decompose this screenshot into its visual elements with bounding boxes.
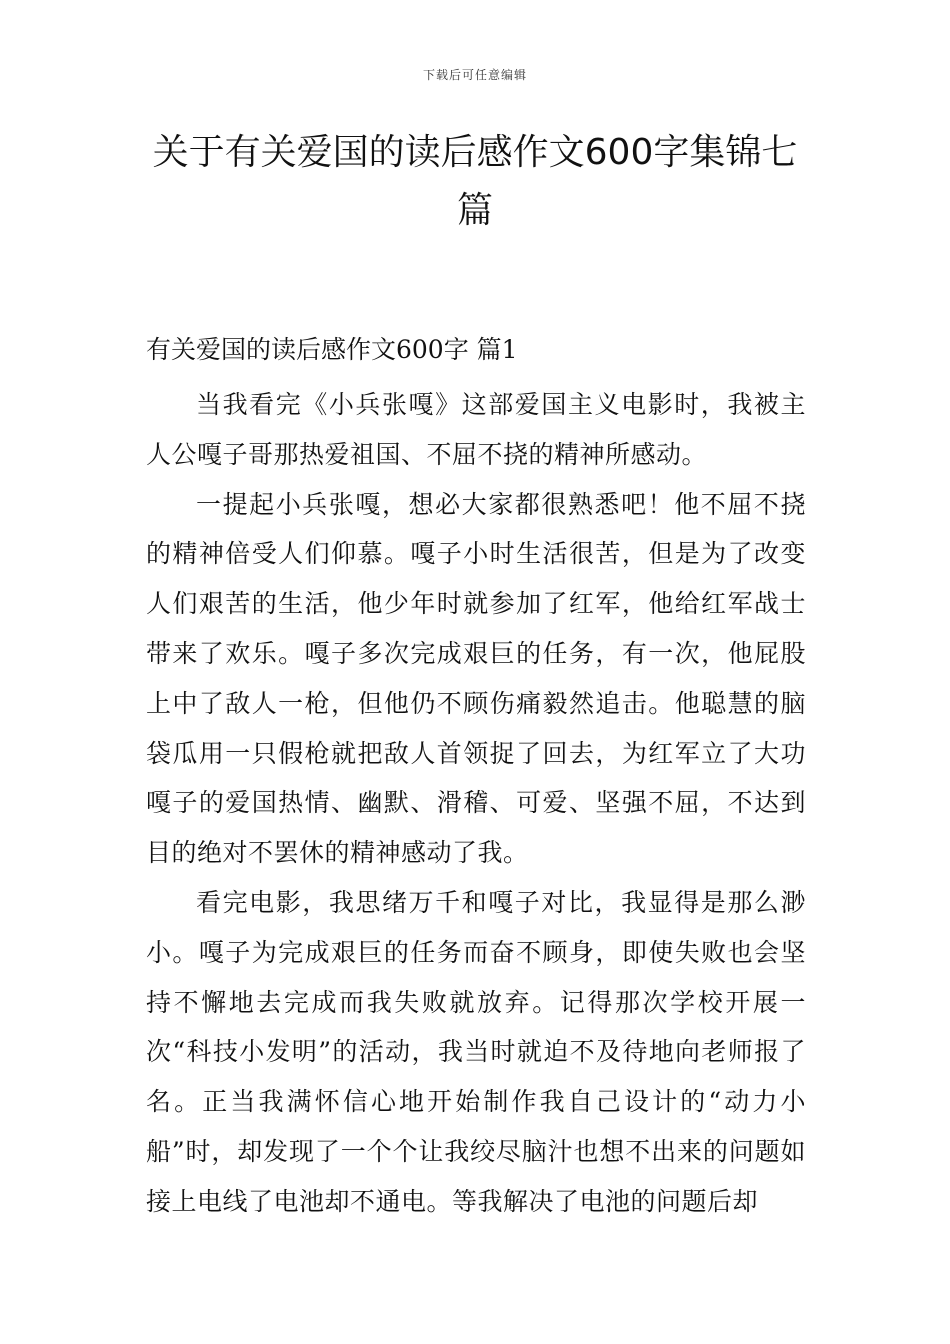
paragraph-2: 一提起小兵张嘎，想必大家都很熟悉吧！他不屈不挠的精神倍受人们仰慕。嘎子小时生活很苦，但是为了改变人们艰苦的生活，他少年时就参加了红军，他给红军战士带来了欢乐。嘎子多次完成艰巨的任务，有一次，他屁股上中了敌人一枪，但他仍不顾伤痛毅然追击。他聪慧的脑袋瓜用一只假枪就把敌人首领捉了回去，为红军立了大功嘎子的爱国热情、幽默、滑稽、可爱、坚强不屈，不达到目的绝对不罢休的精神感动了我。 — [146, 489, 806, 868]
header-note: 下载后可任意编辑 — [422, 68, 527, 82]
section-heading: 有关爱国的读后感作文600字 篇1 — [146, 335, 518, 364]
body-text — [146, 380, 806, 1227]
paragraph-1: 当我看完《小兵张嘎》这部爱国主义电影时，我被主人公嘎子哥那热爱祖国、不屈不挠的精神所感动。 — [146, 390, 806, 469]
document-title: 关于有关爱国的读后感作文600字集锦七篇 — [152, 132, 798, 231]
paragraph-3: 看完电影，我思绪万千和嘎子对比，我显得是那么渺小。嘎子为完成艰巨的任务而奋不顾身，即使失败也会坚持不懈地去完成而我失败就放弃。记得那次学校开展一次“科技小发明”的活动，我当时就迫不及待地向老师报了名。正当我满怀信心地开始制作我自己设计的“动力小船”时，却发现了一个个让我绞尽脑汁也想不出来的问题如接上电线了电池却不通电。等我解决了电池的问题后却 — [146, 887, 806, 1216]
